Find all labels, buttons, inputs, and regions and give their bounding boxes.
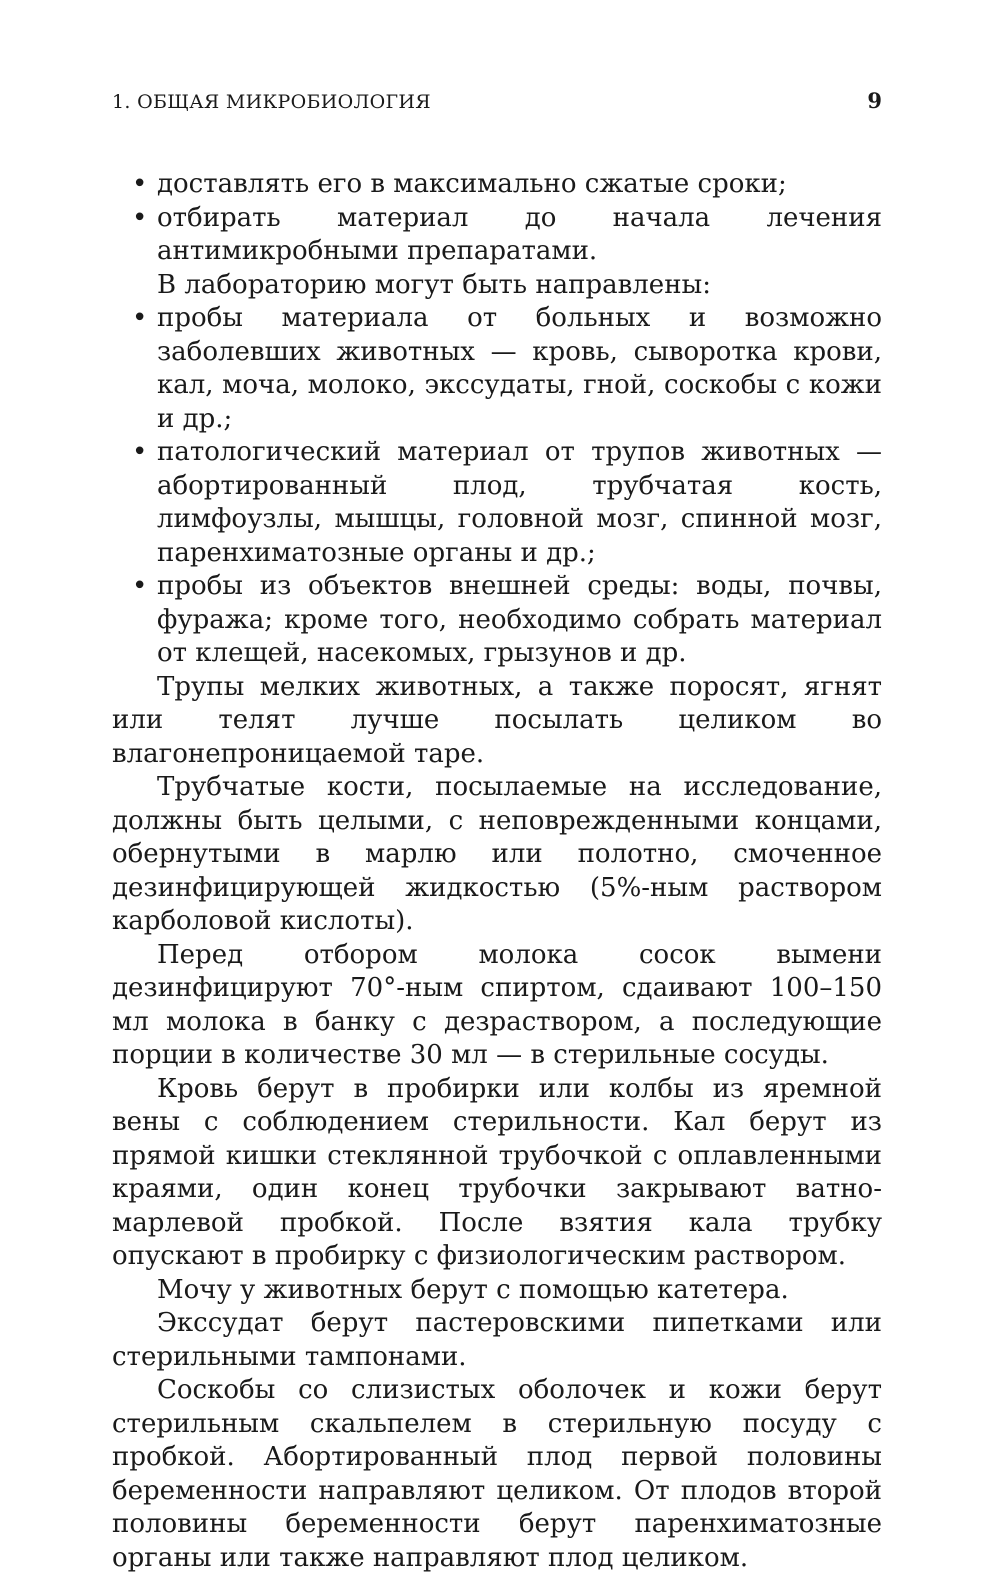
paragraph-bones: Трубчатые кости, посылаемые на исследование, должны быть целыми, с неповрежденными концами, обернутыми в марлю или полотно, смоченное дезинфицирующей жидкостью (5%-ным раствором карболовой кислоты). bbox=[112, 772, 882, 936]
list-item-text: отбирать материал до начала лечения антимикробными препаратами. bbox=[157, 202, 882, 266]
bullet-icon: • bbox=[132, 202, 148, 233]
list-item bbox=[112, 168, 882, 202]
paragraph-blood-feces: Кровь берут в пробирки или колбы из яремной вены с соблюдением стерильности. Кал берут из прямой кишки стеклянной трубочкой с оплавленными краями, один конец трубочки закрывают ватно-марлевой пробкой. После взятия кала трубку опускают в пробирку с физиологическим раствором. bbox=[112, 1073, 882, 1271]
list-item bbox=[112, 302, 882, 436]
list-item bbox=[112, 202, 882, 269]
paragraph-urine: Мочу у животных берут с помощью катетера. bbox=[157, 1274, 789, 1305]
list-intro: В лабораторию могут быть направлены: bbox=[157, 269, 711, 300]
paragraph-milk: Перед отбором молока сосок вымени дезинфицируют 70°-ным спиртом, сдаивают 100–150 мл молока в банку с дезраствором, а последующие порции в количестве 30 мл — в стерильные сосуды. bbox=[112, 939, 882, 1070]
paragraph-exudate: Экссудат берут пастеровскими пипетками или стерильными тампонами. bbox=[112, 1308, 882, 1372]
bullet-list-a bbox=[112, 168, 882, 269]
body-text bbox=[112, 168, 882, 1575]
book-page bbox=[112, 88, 882, 1575]
list-item-text: пробы материала от больных и возможно заболевших животных — кровь, сыворотка крови, кал, моча, молоко, экссудаты, гной, соскобы с кожи и др.; bbox=[157, 303, 882, 434]
list-item-text: доставлять его в максимально сжатые сроки; bbox=[157, 169, 787, 199]
bullet-icon: • bbox=[132, 571, 148, 601]
list-item bbox=[112, 436, 882, 570]
page-number: 9 bbox=[867, 88, 882, 113]
list-item bbox=[112, 570, 882, 671]
paragraph-scrapings: Соскобы со слизистых оболочек и кожи берут стерильным скальпелем в стерильную посуду с пробкой. Абортированный плод первой половины беременности направляют целиком. От плодов второй половины беременности берут паренхиматозные органы или также направляют плод целиком. bbox=[112, 1375, 882, 1573]
list-item-text: патологический материал от трупов животных — абортированный плод, трубчатая кость, лимфоузлы, мышцы, головной мозг, спинной мозг, паренхиматозные органы и др.; bbox=[157, 437, 882, 568]
bullet-icon: • bbox=[132, 169, 148, 199]
bullet-icon: • bbox=[132, 437, 148, 467]
chapter-title: 1. ОБЩАЯ МИКРОБИОЛОГИЯ bbox=[112, 91, 431, 113]
paragraph-carcasses: Трупы мелких животных, а также поросят, ягнят или телят лучше посылать целиком во влагонепроницаемой таре. bbox=[112, 671, 882, 769]
bullet-list-b bbox=[112, 302, 882, 671]
running-header bbox=[112, 88, 882, 128]
list-item-text: пробы из объектов внешней среды: воды, почвы, фуража; кроме того, необходимо собрать материал от клещей, насекомых, грызунов и др. bbox=[157, 571, 882, 668]
bullet-icon: • bbox=[132, 303, 148, 333]
